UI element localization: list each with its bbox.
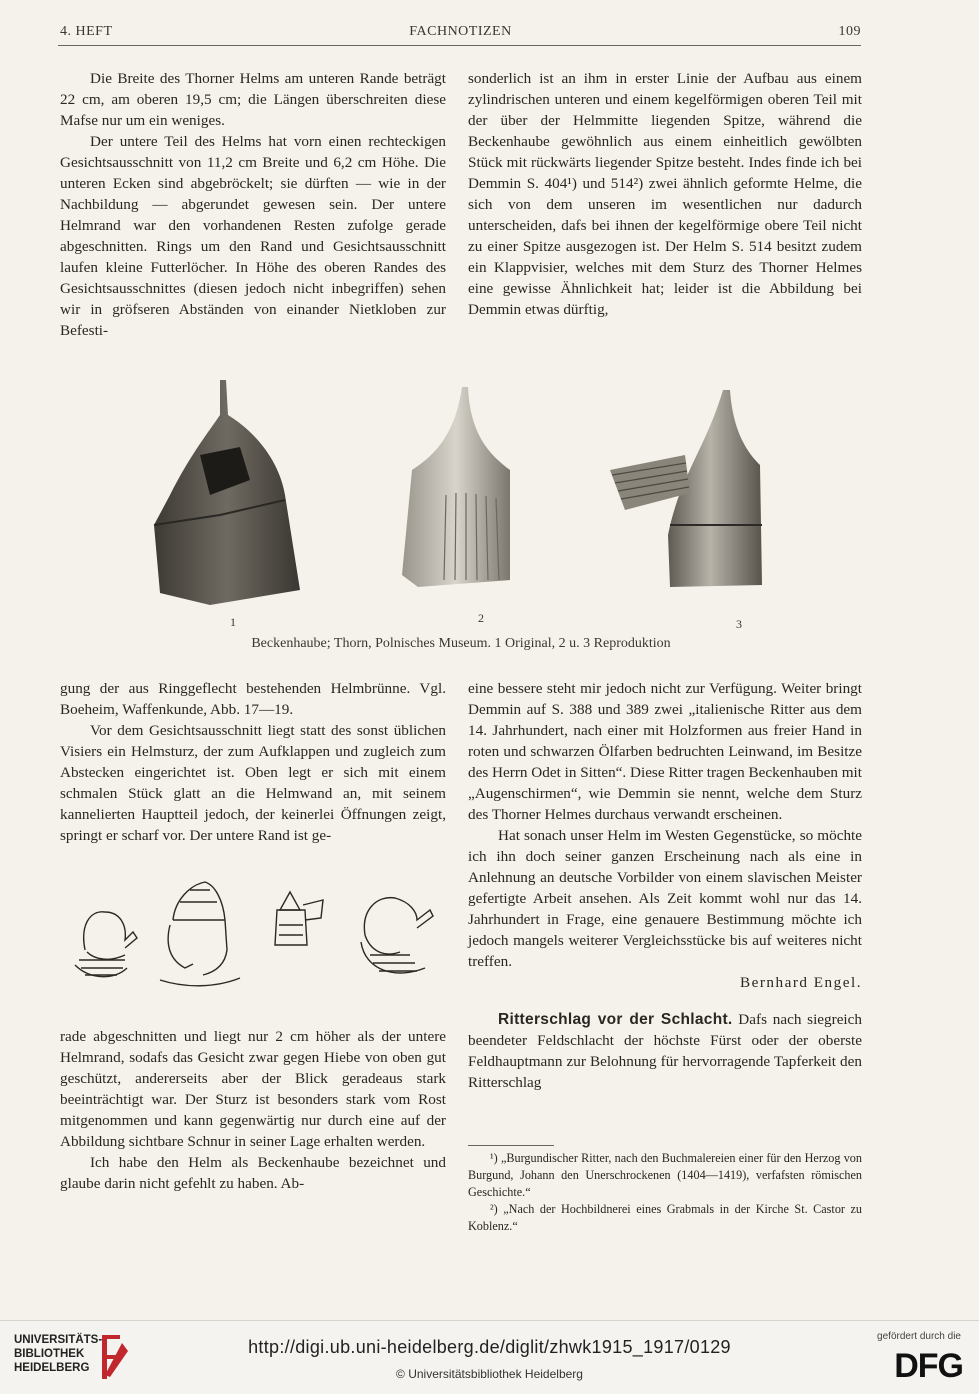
figure-number: 2: [478, 611, 484, 625]
helmet-photos-figure: [150, 375, 870, 625]
knight-sketches-figure: [65, 880, 445, 990]
page-number: 109: [838, 24, 861, 39]
copyright-notice: © Universitätsbibliothek Heidelberg: [396, 1367, 583, 1381]
section-paragraph: [468, 1009, 862, 1093]
footnote-rule: [468, 1145, 554, 1146]
header-rule: [58, 45, 861, 46]
section-heading: Ritterschlag vor der Schlacht.: [498, 1011, 733, 1028]
paragraph: eine bessere steht mir jedoch nicht zur Verfügung. Weiter bringt Demmin auf S. 388 und 389 zwei „italienische Ritter aus dem 14. Jahrhundert, nach einer mit Holzformen aus freier Hand in roten und schwarzen Ölfarben bedruchten Leinwand, im Besitze des Herrn Odet in Sitten“. Diese Ritter tragen Beckenhauben mit „Augenschirmen“, wie Demmin sie nennt, welche dem Sturz des Thorner Helmes durchaus verwandt erscheinen.: [468, 680, 862, 823]
helmet-reproduction-front: [402, 387, 510, 587]
figure-caption: Beckenhaube; Thorn, Polnisches Museum. 1 Original, 2 u. 3 Reproduktion: [251, 636, 671, 651]
section-text: Dafs nach siegreich beendeter Feldschlacht der höchste Fürst oder der oberste Feldhauptmann zur Belohnung für hervorragende Tapferkeit den Ritterschlag: [468, 1011, 862, 1091]
paragraph: sonderlich ist an ihm in erster Linie der Aufbau aus einem zylindrischen unteren und einem kegelförmigen oberen Teil mit der über der Helmmitte liegenden Spitze, während die Beckenhaube gewöhnlich aus einem einheitlich gewölbten Stück mit rückwärts liegender Spitze besteht. Indes finde ich bei Demmin S. 404¹) und 514²) zwei ähnlich geformte Helme, die sich von dem unseren im wesentlichen nur dadurch unterscheiden, dafs bei ihnen der kegelförmige obere Teil nicht zu einer Spitze ausgezogen ist. Der Helm S. 514 besitzt zudem ein Klappvisier, welches mit dem Sturz des Thorner Helmes eine gewisse Ähnlichkeit hat; leider ist die Abbildung bei Demmin etwas dürftig,: [468, 70, 862, 318]
issue-label: 4. HEFT: [60, 24, 113, 39]
right-column-middle: [468, 678, 862, 1093]
right-column-top: [468, 68, 862, 320]
section-title: FACHNOTIZEN: [409, 24, 512, 39]
sketch-knight-4: [361, 898, 433, 973]
running-header: [60, 24, 861, 46]
figure-number: 1: [230, 615, 236, 629]
footnote: ²) „Nach der Hochbildnerei eines Grabmals in der Kirche St. Castor zu Koblenz.“: [468, 1202, 862, 1233]
left-column-bottom: [60, 1026, 446, 1194]
paragraph: Der untere Teil des Helms hat vorn einen rechteckigen Gesichtsausschnitt von 11,2 cm Breite und 6,2 cm Höhe. Die unteren Ecken sind abgebröckelt; sie dürften — wie in der Nachbildung — abgerundet gewesen sein. Der untere Helmrand war den vorhandenen Resten zufolge gerade abgeschnitten. Rings um den Rand und Gesichtsausschnitt laufen kleine Futterlöcher. In Höhe des oberen Randes des Gesichtsausschnittes (diesen jedoch nicht inbegriffen) sehen wir in gröfseren Abständen von einander Nietkloben zur Befesti-: [60, 133, 446, 339]
paragraph: Die Breite des Thorner Helms am unteren Rande beträgt 22 cm, am oberen 19,5 cm; die Längen überschreiten diese Mafse nur um ein weniges.: [60, 70, 446, 129]
library-name: UNIVERSITÄTS- BIBLIOTHEK HEIDELBERG: [14, 1334, 103, 1374]
left-column-top: [60, 68, 446, 341]
digitization-footer: [0, 1320, 979, 1394]
knight-sketches: [65, 880, 445, 990]
footnotes: [468, 1150, 862, 1235]
figure-number: 3: [736, 617, 742, 631]
paragraph: Vor dem Gesichtsausschnitt liegt statt des sonst üblichen Visiers ein Helmsturz, der zum Aufklappen und zugleich zum Abstecken eingerichtet ist. Oben legt er sich mit einem schmalen Stück glatt an die Helmwand an, mit seinem kannelierten Hauptteil jedoch, der keinerlei Öffnungen zeigt, springt er scharf vor. Der untere Rand ist ge-: [60, 722, 446, 844]
helmet-original: [154, 380, 300, 605]
sketch-knight-2: [160, 882, 240, 986]
paragraph: Hat sonach unser Helm im Westen Gegenstücke, so möchte ich ihn doch seiner ganzen Erscheinung nach als eine in Anlehnung an deutsche Vorbilder von einem slavischen Meister gefertigte Arbeit ansehen. Als Zeit kommt wohl nur das 14. Jahrhundert in Frage, eine genauere Bestimmung möchte ich jedoch mangels weiterer Vergleichsstücke bis auf weiteres nicht treffen.: [468, 827, 862, 970]
permalink-url[interactable]: http://digi.ub.uni-heidelberg.de/diglit/zhwk1915_1917/0129: [248, 1337, 731, 1357]
helmet-reproduction-visor: [610, 390, 762, 587]
paragraph: rade abgeschnitten und liegt nur 2 cm höher als der untere Helmrand, sodafs das Gesicht zwar gegen Hiebe von oben gut geschützt, andererseits aber der Blick geradeaus stark beeinträchtigt war. Der Sturz ist besonders stark vom Rost mitgenommen und kann gegenwärtig nur durch eine auf der Abbildung sichtbare Schnur in seiner Lage erhalten werden.: [60, 1028, 446, 1150]
paragraph: Ich habe den Helm als Beckenhaube bezeichnet und glaube darin nicht gefehlt zu haben. Ab-: [60, 1154, 446, 1192]
footnote: ¹) „Burgundischer Ritter, nach den Buchmalereien einer für den Herzog von Burgund, Johann den Unerschrockenen (1404—1419), verfafsten römischen Geschichte.“: [468, 1151, 862, 1199]
sketch-knight-1: [75, 912, 137, 977]
dfg-logo: DFG: [894, 1347, 963, 1385]
left-column-middle: [60, 678, 446, 846]
funding-label: gefördert durch die: [877, 1331, 961, 1342]
author-signature: Bernhard Engel.: [739, 974, 862, 991]
helmet-photographs: [150, 375, 870, 645]
sketch-knight-3: [275, 892, 323, 945]
paragraph: gung der aus Ringgeflecht bestehenden Helmbrünne. Vgl. Boeheim, Waffenkunde, Abb. 17—19.: [60, 680, 446, 718]
